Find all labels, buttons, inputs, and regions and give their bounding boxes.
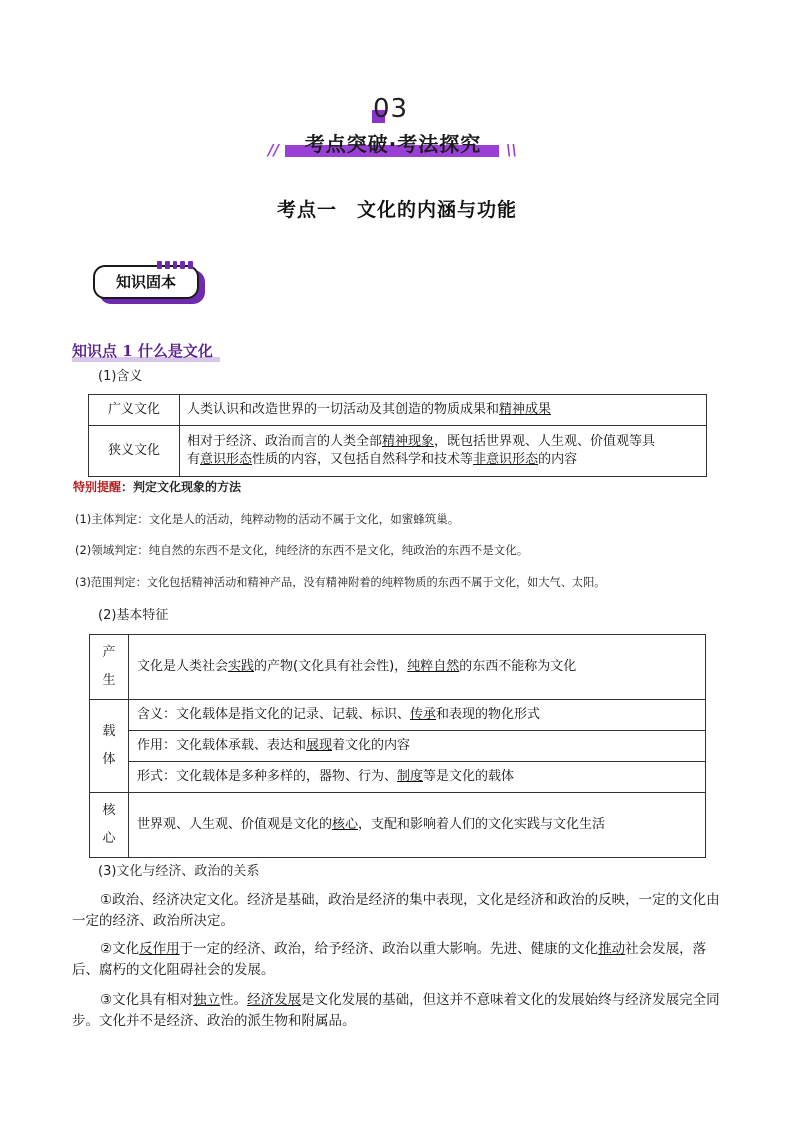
table-row (90, 731, 706, 762)
table-row (89, 395, 707, 426)
row-label-carrier: 载 体 (90, 700, 129, 793)
page-heading: 考点一 文化的内涵与功能 (276, 199, 517, 221)
tip-item: (3)范围判定：文化包括精神活动和精神产品，没有精神附着的纯粹物质的东西不属于文化，如大气、太阳。 (75, 576, 606, 589)
row-content-core: 世界观、人生观、价值观是文化的核心，支配和影响着人们的文化实践与文化生活 (129, 793, 706, 858)
row-label-narrow: 狭义文化 (89, 426, 180, 477)
definition-table (88, 394, 707, 477)
special-tip-title: 特别提醒：判定文化现象的方法 (73, 480, 242, 494)
subheading-relations: (3)文化与经济、政治的关系 (98, 864, 260, 879)
tip-item: (2)领域判定：纯自然的东西不是文化，纯经济的东西不是文化，纯政治的东西不是文化。 (75, 543, 529, 557)
features-table (89, 634, 706, 858)
row-label-origin: 产 生 (90, 635, 129, 700)
relation-paragraph-2: ②文化反作用于一定的经济、政治，给予经济、政治以重大影响。先进、健康的文化推动社会发展，落后、腐朽的文化阻碍社会的发展。 (72, 941, 707, 978)
table-row (90, 700, 706, 731)
table-row (89, 426, 707, 477)
subheading-features: (2)基本特征 (98, 608, 169, 623)
row-content-carrier-form: 形式：文化载体是多种多样的，器物、行为、制度等是文化的载体 (129, 762, 706, 793)
row-content-origin: 文化是人类社会实践的产物(文化具有社会性)，纯粹自然的东西不能称为文化 (129, 635, 706, 700)
tip-item: (1)主体判定：文化是人的活动，纯粹动物的活动不属于文化，如蜜蜂筑巢。 (75, 512, 460, 526)
banner-slash-right: \\ (506, 141, 517, 159)
section-banner-title: 考点突破·考法探究 (304, 132, 482, 156)
banner-slash-left: // (268, 141, 279, 159)
table-row (90, 762, 706, 793)
knowledge-box-dots (157, 261, 193, 269)
row-content-carrier-meaning: 含义：文化载体是指文化的记录、记载、标识、传承和表现的物化形式 (129, 700, 706, 731)
row-label-core: 核 心 (90, 793, 129, 858)
section-number: 03 (373, 94, 409, 124)
relation-paragraph-1: ①政治、经济决定文化。经济是基础，政治是经济的集中表现，文化是经济和政治的反映，一定的文化由一定的经济、政治所决定。 (72, 892, 720, 929)
row-content-carrier-function: 作用：文化载体承载、表达和展现着文化的内容 (129, 731, 706, 762)
row-content-narrow: 相对于经济、政治而言的人类全部精神现象，既包括世界观、人生观、价值观等具 有意识形态性质的内容，又包括自然科学和技术等非意识形态的内容 (180, 426, 707, 477)
knowledge-point-title: 知识点 1 什么是文化 (72, 342, 213, 360)
table-row (90, 635, 706, 700)
relation-paragraph-3: ③文化具有相对独立性。经济发展是文化发展的基础，但这并不意味着文化的发展始终与经济发展完全同步。文化并不是经济、政治的派生物和附属品。 (72, 992, 720, 1029)
knowledge-box: 知识固本 (93, 265, 199, 299)
row-content-broad: 人类认识和改造世界的一切活动及其创造的物质成果和精神成果 (180, 395, 707, 426)
subheading-meaning: (1)含义 (98, 369, 143, 384)
row-label-broad: 广义文化 (89, 395, 180, 426)
table-row (90, 793, 706, 858)
